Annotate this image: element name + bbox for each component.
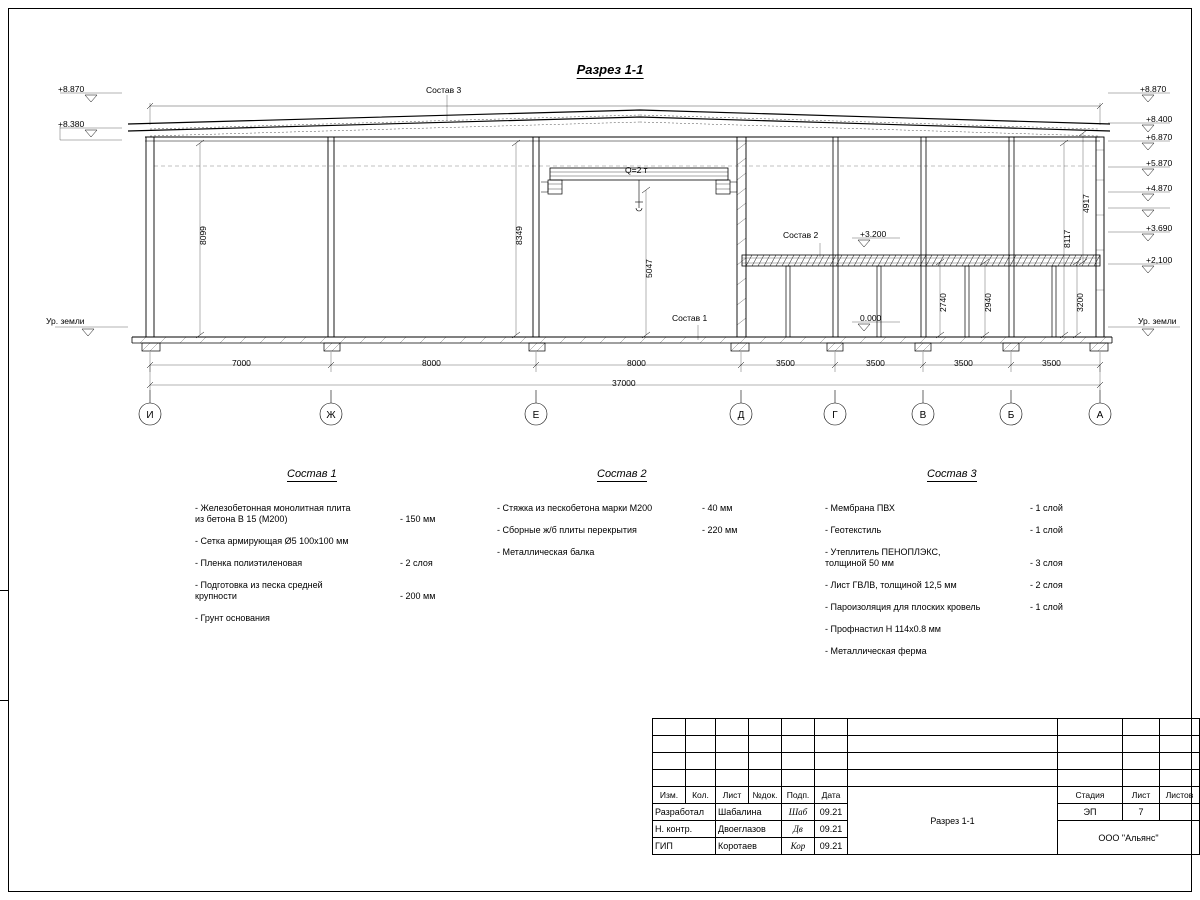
vdim-4917: 4917 [1081, 194, 1091, 213]
composition-title-3: Состав 3 [927, 468, 977, 480]
total-dim: 37000 [612, 378, 636, 388]
sheet-fold-mark-top [0, 590, 8, 591]
crane-capacity-label: Q=2 т [625, 165, 648, 175]
composition-title-2: Состав 2 [597, 468, 647, 480]
vdim-5047: 5047 [644, 259, 654, 278]
title-block-table [652, 718, 1200, 855]
vdim-8117: 8117 [1062, 229, 1072, 248]
composition-list-1 [195, 503, 455, 635]
axis-label: В [919, 410, 927, 421]
stamp-company: ООО "Альянс" [1058, 821, 1200, 855]
composition-item: - Сетка армирующая Ø5 100х100 мм [195, 536, 349, 546]
stamp-blank-row [653, 736, 1200, 753]
stamp-drawing-name: Разрез 1-1 [848, 787, 1058, 855]
stamp-sheets-label: Листов [1160, 787, 1200, 804]
stamp-col-podp: Подп. [782, 787, 815, 804]
stamp-col-izm: Изм. [653, 787, 686, 804]
stamp-date-gip: 09.21 [815, 838, 848, 855]
stamp-role-controller: Н. контр. [653, 821, 716, 838]
vdim-8099: 8099 [198, 226, 208, 245]
composition-item: - Стяжка из пескобетона марки М200 - 40 мм [497, 503, 733, 513]
bay-dim-2: 8000 [422, 358, 441, 368]
stamp-name-controller: Двоеглазов [716, 821, 782, 838]
elevation-right-1: +8.870 [1140, 84, 1167, 94]
axis-label: Д [737, 410, 745, 421]
stamp-date-developer: 09.21 [815, 804, 848, 821]
composition-list-2 [497, 503, 757, 569]
stamp-col-kol: Кол. [686, 787, 716, 804]
ground-label-left: Ур. земли [46, 316, 85, 326]
composition-item: - Металлическая ферма [825, 646, 927, 656]
vdim-3200: 3200 [1075, 293, 1085, 312]
elevation-right-6: +3.690 [1146, 223, 1173, 233]
composition-item: - Подготовка из песка средней крупности - 200 мм [195, 580, 436, 601]
elevation-right-2: +8.400 [1146, 114, 1173, 124]
elevation-right-4: +5.870 [1146, 158, 1173, 168]
stamp-role-developer: Разработал [653, 804, 716, 821]
stamp-sign-developer: Шаб [782, 804, 815, 821]
composition-item: - Пленка полиэтиленовая - 2 слоя [195, 558, 433, 568]
axis-label: Е [532, 410, 540, 421]
stamp-col-list: Лист [716, 787, 749, 804]
stamp-blank-row [653, 770, 1200, 787]
axis-label: И [146, 410, 154, 421]
composition-item: - Геотекстиль - 1 слой [825, 525, 1063, 535]
stamp-sheet-value: 7 [1123, 804, 1160, 821]
composition-title-1: Состав 1 [287, 468, 337, 480]
composition-item: - Грунт основания [195, 613, 270, 623]
ground-label-right: Ур. земли [1138, 316, 1177, 326]
stamp-name-gip: Коротаев [716, 838, 782, 855]
composition-item: - Пароизоляция для плоских кровель - 1 слой [825, 602, 1063, 612]
drawing-title: Разрез 1-1 [576, 62, 644, 77]
stamp-blank-row [653, 753, 1200, 770]
bay-dim-4: 3500 [776, 358, 795, 368]
stamp-col-ndoc: №док. [749, 787, 782, 804]
elevation-right-5: +4.870 [1146, 183, 1173, 193]
stamp-header-row [653, 787, 1200, 804]
bay-dim-3: 8000 [627, 358, 646, 368]
stamp-sheet-label: Лист [1123, 787, 1160, 804]
composition-item: - Железобетонная монолитная плита из бетона В 15 (М200) - 150 мм [195, 503, 436, 524]
vdim-2940: 2940 [983, 293, 993, 312]
bay-dim-7: 3500 [1042, 358, 1061, 368]
vdim-8349: 8349 [514, 226, 524, 245]
axis-label: А [1096, 410, 1104, 421]
elevation-right-3: +6.870 [1146, 132, 1173, 142]
level-3200-label: +3.200 [860, 229, 887, 239]
composition-item: - Лист ГВЛВ, толщиной 12,5 мм - 2 слоя [825, 580, 1063, 590]
composition-item: - Профнастил Н 114х0.8 мм [825, 624, 941, 634]
bay-dim-1: 7000 [232, 358, 251, 368]
composition-item: - Металлическая балка [497, 547, 595, 557]
bay-dim-6: 3500 [954, 358, 973, 368]
composition-item: - Утеплитель ПЕНОПЛЭКС, толщиной 50 мм - 3 слоя [825, 547, 1063, 568]
level-zero-label: 0.000 [860, 313, 882, 323]
composition-item: - Мембрана ПВХ - 1 слой [825, 503, 1063, 513]
axis-label: Б [1007, 410, 1015, 421]
elevation-left-1: +8.870 [58, 84, 85, 94]
sheet-fold-mark-bottom [0, 700, 8, 701]
stamp-date-controller: 09.21 [815, 821, 848, 838]
composition-item: - Сборные ж/б плиты перекрытия - 220 мм [497, 525, 738, 535]
title-block [652, 718, 1200, 855]
callout-sostav-2: Состав 2 [783, 230, 819, 240]
stamp-name-developer: Шабалина [716, 804, 782, 821]
axis-label: Г [832, 410, 838, 421]
callout-sostav-1: Состав 1 [672, 313, 708, 323]
elevation-right-7: +2,100 [1146, 255, 1173, 265]
stamp-role-gip: ГИП [653, 838, 716, 855]
stamp-stage-label: Стадия [1058, 787, 1123, 804]
bay-dim-5: 3500 [866, 358, 885, 368]
axis-label: Ж [326, 410, 336, 421]
stamp-sign-controller: Дв [782, 821, 815, 838]
composition-list-3 [825, 503, 1085, 668]
stamp-sheets-value [1160, 804, 1200, 821]
stamp-blank-row [653, 719, 1200, 736]
callout-sostav-3: Состав 3 [426, 85, 462, 95]
stamp-col-data: Дата [815, 787, 848, 804]
vdim-2740: 2740 [938, 293, 948, 312]
elevation-left-2: +8.380 [58, 119, 85, 129]
stamp-sign-gip: Кор [782, 838, 815, 855]
stamp-stage-value: ЭП [1058, 804, 1123, 821]
